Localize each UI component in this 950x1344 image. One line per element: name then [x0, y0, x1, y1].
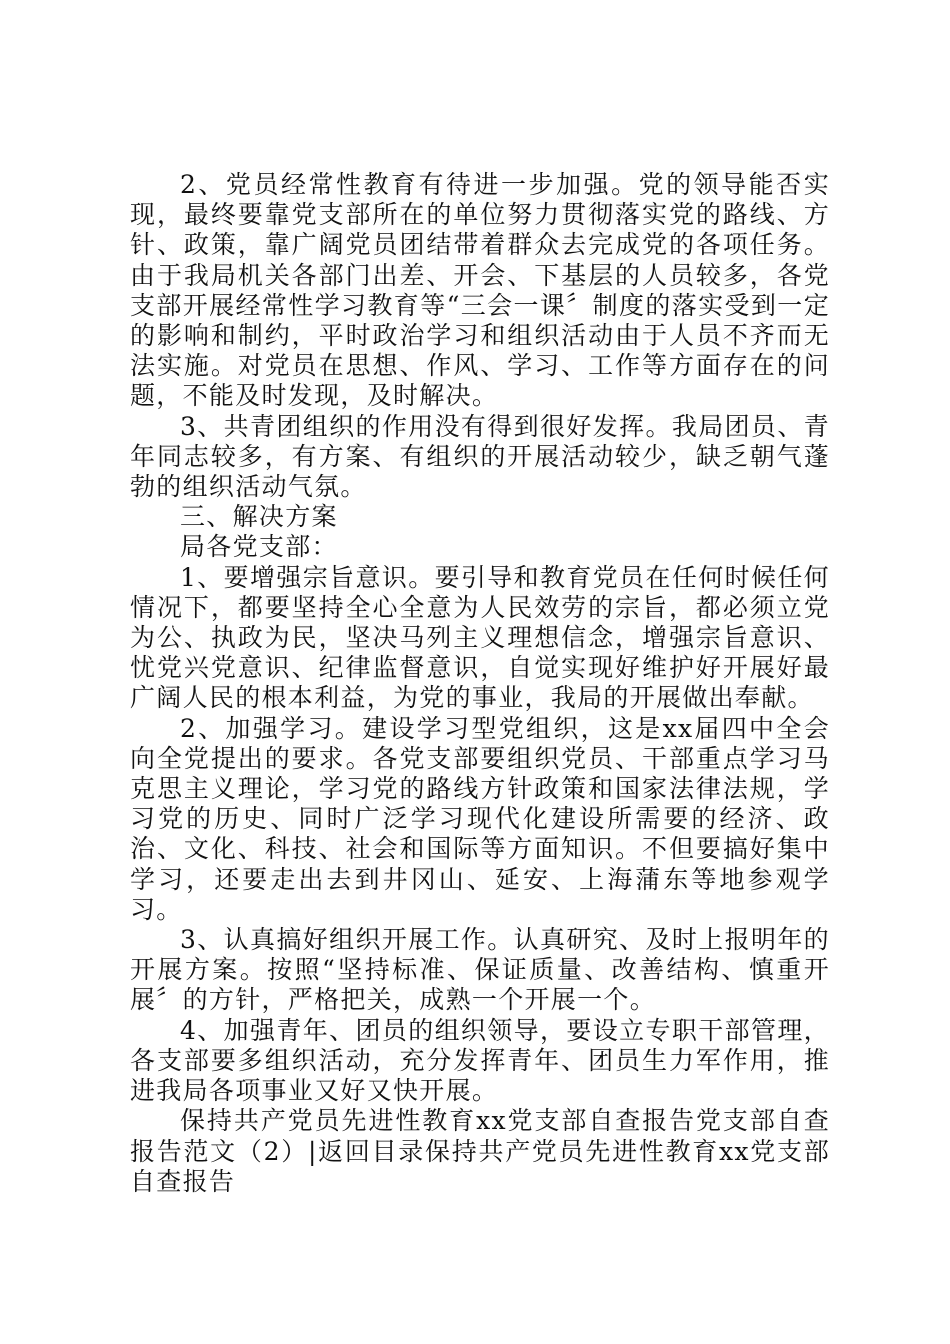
- paragraph-youth-leadership: 4、加强青年、团员的组织领导，要设立专职干部管理，各支部要多组织活动，充分发挥青年、团员生力军作用，推进我局各项事业又好又快开展。: [130, 1015, 830, 1106]
- paragraph-youth-league: 3、共青团组织的作用没有得到很好发挥。我局团员、青年同志较多，有方案、有组织的开展活动较少，缺乏朝气蓬勃的组织活动气氛。: [130, 411, 830, 502]
- section-heading-solutions: 三、解决方案: [180, 502, 338, 532]
- paragraph-purpose-awareness: 1、要增强宗旨意识。要引导和教育党员在任何时候任何情况下，都要坚持全心全意为人民效劳的宗旨，都必须立党为公、执政为民，坚决马列主义理想信念，增强宗旨意识、忧党兴党意识、纪律监督意识，自觉实现好维护好开展好最广阔人民的根本利益，为党的事业，我局的开展做出奉献。: [130, 562, 830, 713]
- document-body: [130, 170, 830, 1197]
- paragraph-strengthen-study: 2、加强学习。建设学习型党组织，这是xx届四中全会向全党提出的要求。各党支部要组织党员、干部重点学习马克思主义理论，学习党的路线方针政策和国家法律法规，学习党的历史、同时广泛学习现代化建设所需要的经济、政治、文化、科技、社会和国际等方面知识。不但要搞好集中学习，还要走出去到井冈山、延安、上海蒲东等地参观学习。: [130, 713, 830, 924]
- paragraph-party-education: 2、党员经常性教育有待进一步加强。党的领导能否实现，最终要靠党支部所在的单位努力贯彻落实党的路线、方针、政策，靠广阔党员团结带着群众去完成党的各项任务。由于我局机关各部门出差、开会、下基层的人员较多，各党支部开展经常性学习教育等“三会一课〞制度的落实受到一定的影响和制约，平时政治学习和组织活动由于人员不齐而无法实施。对党员在思想、作风、学习、工作等方面存在的问题，不能及时发现，及时解决。: [130, 170, 830, 411]
- salutation: 局各党支部：: [180, 532, 338, 562]
- paragraph-footer-links: 保持共产党员先进性教育xx党支部自查报告党支部自查报告范文（2）|返回目录保持共产党员先进性教育xx党支部自查报告: [130, 1106, 830, 1196]
- paragraph-organization-work: 3、认真搞好组织开展工作。认真研究、及时上报明年的开展方案。按照“坚持标准、保证质量、改善结构、慎重开展〞的方针，严格把关，成熟一个开展一个。: [130, 925, 830, 1015]
